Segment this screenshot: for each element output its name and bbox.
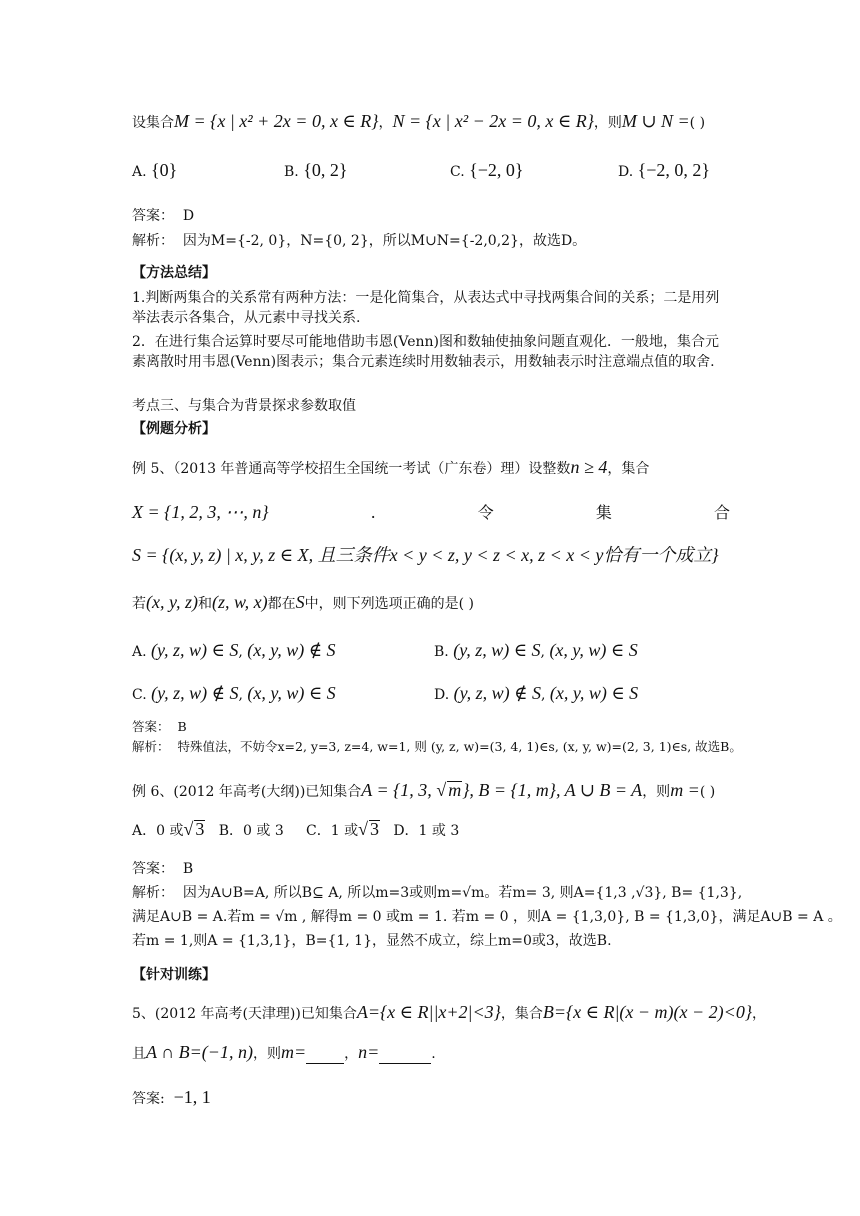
example-heading: 【例题分析】 (132, 421, 216, 437)
example-5-intro: 例 5、（2013 年普通高等学校招生全国统一考试（广东卷）理）设整数 (132, 461, 571, 477)
union-expr: M ∪ N = (621, 111, 690, 131)
ex6-option-b: B．0 或 3 (218, 823, 284, 839)
method-paragraph-1: 1.判断两集合的关系常有两种方法：一是化简集合，从表达式中寻找两集合间的关系；二是用列举法表示各集合，从元素中寻找关系. (132, 290, 720, 326)
method-paragraph-2: 2．在进行集合运算时要尽可能地借助韦恩(Venn)图和数轴使抽象问题直观化．一般地，集合元素离散时用韦恩(Venn)图表示；集合元素连续时用数轴表示，用数轴表示时注意端点值的取舍. (132, 334, 719, 370)
triple-xyz: (x, y, z) (146, 592, 198, 612)
ex5-option-c: C. (y, z, w) ∉ S, (x, y, w) ∈ S (132, 683, 336, 703)
q-set-option-b: B. {0, 2} (284, 160, 348, 180)
n-condition: n ≥ 4 (570, 457, 608, 477)
ex6-option-d: D．1 或 3 (393, 823, 460, 839)
answer-label: 答案： (132, 208, 174, 224)
example-5-line-2 (132, 500, 730, 523)
ex5-option-d: D. (y, z, w) ∉ S, (x, y, w) ∈ S (434, 683, 639, 703)
intersection-expr: A ∩ B=(−1, n) (146, 1042, 253, 1062)
then-text: ，则 (593, 115, 622, 131)
q-set-option-d: D. {−2, 0, 2} (618, 160, 711, 180)
analysis-text: 因为M={-2, 0}，N={0, 2}，所以M∪N={-2,0,2}，故选D。 (182, 233, 587, 249)
word-he: 合 (713, 503, 730, 522)
analysis-label: 解析： (132, 233, 174, 249)
method-heading: 【方法总结】 (132, 265, 216, 281)
training-set-a: A={x ∈ R||x+2|<3} (356, 1002, 501, 1022)
stem-prefix: 设集合 (132, 115, 174, 131)
ex6-analysis-1: 解析： 因为A∪B=A, 所以B⊆ A, 所以m=3或则m=√m。若m= 3, 则A={1,3 ,√3}, B= {1,3}, (132, 885, 743, 901)
answer-value: D (182, 208, 195, 224)
set-n: N = {x | x² − 2x = 0, x ∈ R} (392, 111, 594, 131)
training-answer: 答案: −1, 1 (132, 1087, 211, 1107)
q-set-option-c: C. {−2, 0} (450, 160, 524, 180)
training-set-b: B={x ∈ R|(x − m)(x − 2)<0} (542, 1002, 753, 1022)
answer-paren: ( ) (689, 115, 706, 131)
n-blank[interactable] (379, 1045, 431, 1064)
ex5-answer: 答案： B (132, 719, 187, 734)
q-set-answer (132, 207, 194, 225)
point-three-heading: 考点三、与集合为背景探求参数取值 (132, 398, 356, 414)
set-s: S = {(x, y, z) | x, y, z ∈ X, 且三条件x < y < z, y < z < x, z < x < y恰有一个成立} (132, 545, 719, 565)
triple-zwx: (z, w, x) (211, 592, 268, 612)
training-heading: 【针对训练】 (132, 967, 216, 983)
set-m: M = {x | x² + 2x = 0, x ∈ R} (174, 111, 379, 131)
set-s-definition (132, 546, 719, 566)
training-answer-value: −1, 1 (173, 1087, 211, 1107)
set-x: X = {1, 2, 3, ⋯, n} (132, 502, 269, 522)
q-set-option-a: A. {0} (132, 160, 178, 180)
ex5-analysis: 解析： 特殊值法，不妨令x=2, y=3, z=4, w=1, 则 (y, z, w)=(3, 4, 1)∈s, (x, y, w)=(2, 3, 1)∈s, 故选B。 (132, 739, 742, 754)
q-set-analysis (132, 232, 586, 250)
comma: ， (378, 115, 393, 131)
period: . (370, 503, 376, 522)
m-equals: m= (280, 1042, 307, 1062)
ex6-analysis-3: 若m = 1,则A = {1,3,1}，B={1, 1}，显然不成立，综上m=0或3，故选B. (132, 933, 612, 949)
example-5-line-1 (132, 458, 649, 478)
set-a-end: }, B = {1, m}, A ∪ B = A (462, 780, 643, 800)
training-q5-line-2: 且A ∩ B=(−1, n)，则m= ，n= . (132, 1042, 436, 1062)
set-word: ，集合 (607, 461, 650, 477)
sqrt-m: m (448, 780, 462, 800)
question-set-stem (132, 112, 705, 132)
word-ling: 令 (477, 503, 494, 522)
m-blank[interactable] (306, 1045, 344, 1064)
ex5-option-b: B. (y, z, w) ∈ S, (x, y, w) ∈ S (434, 640, 638, 660)
ex6-option-c: C．1 或√ 3 (306, 819, 379, 839)
training-q5-line-1: 5、(2012 年高考(天津理))已知集合A={x ∈ R||x+2|<3}，集合B={x ∈ R|(x − m)(x − 2)<0}， (132, 1002, 767, 1022)
m-equals: m = (670, 780, 700, 800)
ex6-analysis-2: 满足A∪B = A.若m = √m , 解得m = 0 或m = 1. 若m = 0 ，则A = {1,3,0}, B = {1,3,0}，满足A∪B = A 。 (132, 909, 842, 925)
ex5-option-a: A. (y, z, w) ∈ S, (x, y, w) ∉ S (132, 640, 336, 660)
symbol-s: S (295, 592, 305, 612)
word-ji: 集 (595, 503, 612, 522)
ex6-answer: 答案： B (132, 861, 194, 877)
example-6-stem: 例 6、(2012 年高考(大纲))已知集合A = {1, 3, √ m}, B = {1, m}, A ∪ B = A，则m =( ) (132, 780, 716, 800)
ex6-options (132, 820, 459, 840)
ex6-option-a: A．0 或√ 3 (132, 819, 205, 839)
set-a-start: A = {1, 3, (361, 780, 437, 800)
n-equals: n= (358, 1042, 380, 1062)
example-5-line-4: 若(x, y, z)和(z, w, x)都在S中，则下列选项正确的是( ) (132, 592, 475, 612)
